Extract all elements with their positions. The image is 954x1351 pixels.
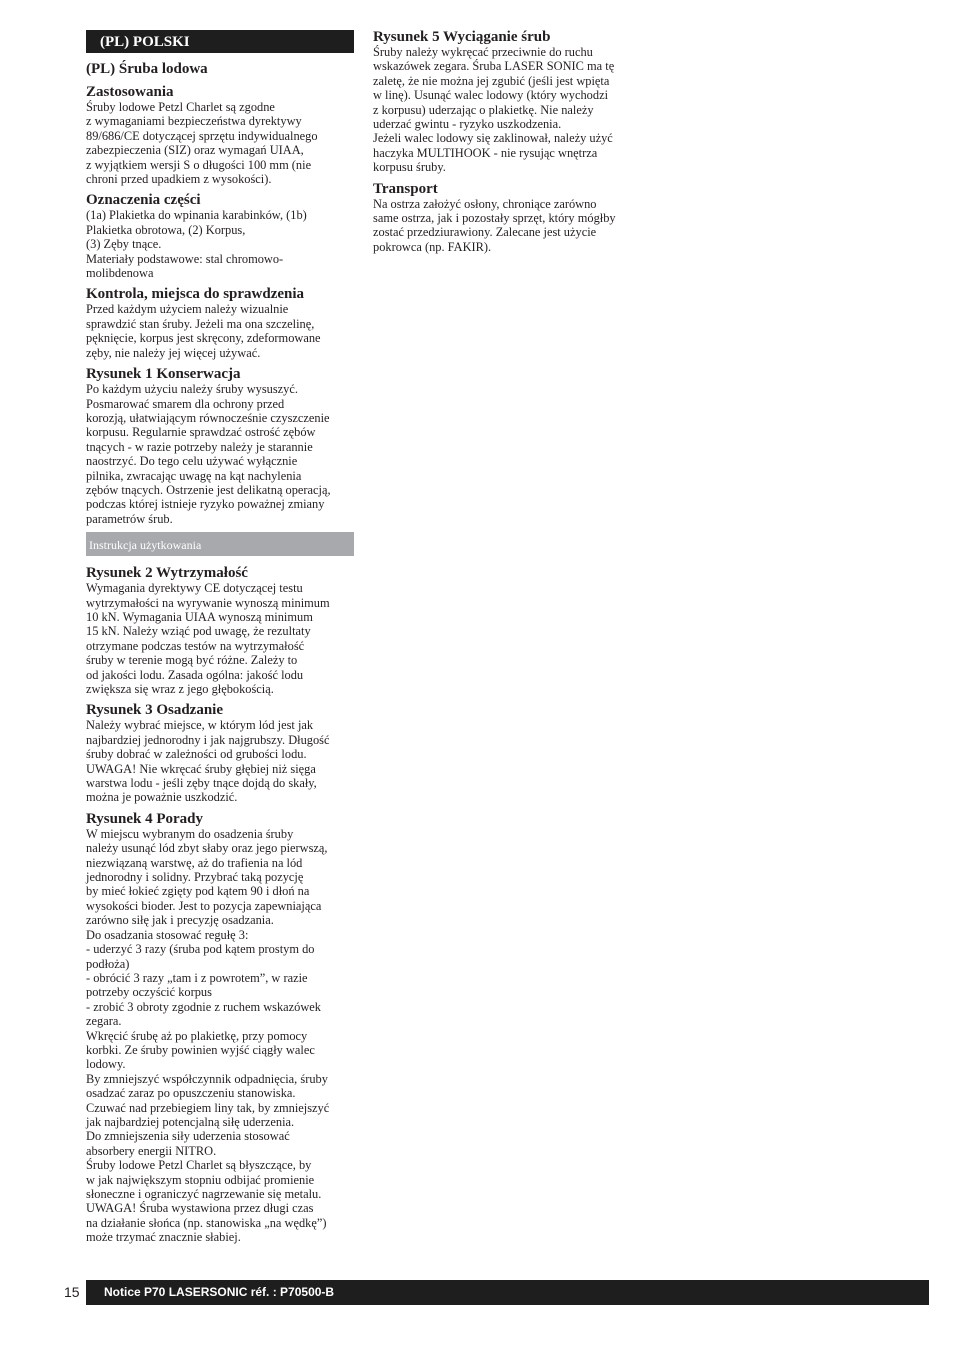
instructions-bar: Instrukcja użytkowania [86, 532, 354, 556]
section-body: Na ostrza założyć osłony, chroniące zarówno same ostrza, jak i pozostały sprzęt, który mógłby zostać przedziurawiony. Zalecane jest użycie pokrowca (np. FAKIR). [373, 196, 616, 254]
section-title: Rysunek 5 Wyciąganie śrub [373, 29, 551, 45]
section-removal [373, 29, 643, 175]
section-body: (1a) Plakietka do wpinania karabinków, (1b) Plakietka obrotowa, (2) Korpus, (3) Zęby tnące. Materiały podstawowe: stal chromowo- molibdenowa [86, 208, 307, 281]
section-title: Rysunek 1 Konserwacja [86, 366, 241, 383]
section-body: Wymagania dyrektywy CE dotyczącej testu wytrzymałości na wyrywanie wynoszą minimum 10 kN. Wymagania UIAA wynoszą minimum 15 kN. Należy wziąć pod uwagę, że rezultaty otrzymane podczas testów na wytrzymałość śruby w terenie mogą być różne. Zależy to od jakości lodu. Zasada ogólna: jakość lodu zwiększa się wraz z jego głębokością. [86, 581, 330, 696]
section-title: Zastosowania [86, 84, 174, 100]
section-title: Rysunek 2 Wytrzymałość [86, 565, 248, 582]
section-maintenance [86, 366, 354, 526]
section-body: Przed każdym użyciem należy wizualnie sprawdzić stan śruby. Jeżeli ma ona szczelinę, pęknięcie, korpus jest skręcony, zdeformowane zęby, nie należy jej więcej używać. [86, 302, 321, 360]
section-inspection [86, 286, 354, 360]
left-column [86, 30, 354, 1251]
section-body: W miejscu wybranym do osadzenia śruby należy usunąć lód zbyt słaby oraz jego pierwszą, niezwiązaną warstwę, aż do trafienia na lód jednorodny i solidny. Przybrać taką pozycję by mieć łokieć zgięty pod kątem 90 i dłoń na wysokości bioder. Jest to pozycja zapewniająca zarówno siłę jak i precyzję osadzania. Do osadzania stosować regułę 3: - uderzyć 3 razy (śruba pod kątem prostym do podłoża) - obrócić 3 razy „tam i z powrotem”, w razie potrzeby oczyścić korpus - zrobić 3 obroty zgodnie z ruchem wskazówek zegara. Wkręcić śrubę aż po plakietkę, przy pomocy korbki. Ze śruby powinien wyjść ciągły walec lodowy. By zmniejszyć współczynnik odpadnięcia, śruby osadzać zaraz po opuszczeniu stanowiska. Czuwać nad przebiegiem liny tak, by zmniejszyć jak najbardziej potencjalną siłę uderzenia. Do zmniejszenia siły uderzenia stosować absorbery energii NITRO. Śruby lodowe Petzl Charlet są błyszczące, by w jak największym stopniu odbijać promienie słoneczne i ograniczyć nagrzewanie się metalu. UWAGA! Śruba wystawiona przez długi czas na działanie słońca (np. stanowiska „na wędkę”) może trzymać znacznie słabiej. [86, 826, 330, 1245]
section-title: Transport [373, 180, 438, 197]
section-title: Rysunek 3 Osadzanie [86, 702, 223, 719]
section-placement [86, 702, 354, 804]
section-title: Rysunek 4 Porady [86, 810, 203, 827]
document-title: (PL) Śruba lodowa [86, 61, 208, 77]
section-body: Należy wybrać miejsce, w którym lód jest jak najbardziej jednorodny i jak najgrubszy. Długość śruby dobrać w zależności od grubości lodu. UWAGA! Nie wkręcać śruby głębiej niż sięga warstwa lodu - jeśli zęby tnące dojdą do skały, można je poważnie uszkodzić. [86, 718, 330, 805]
section-title: Kontrola, miejsca do sprawdzenia [86, 286, 305, 303]
section-parts [86, 192, 354, 280]
section-body: Śruby należy wykręcać przeciwnie do ruchu wskazówek zegara. Śruba LASER SONIC ma tę zaletę, że nie można jej zgubić (jeśli jest wpięta w linę). Usunąć walec lodowy (który wychodzi z korpusu) uderzając o plakietkę. Nie należy uderzać gwintu - ryzyko uszkodzenia. Jeżeli walec lodowy się zaklinował, należy użyć haczyka MULTIHOOK - nie rysując wnętrza korpusu śruby. [373, 45, 615, 175]
footer-notice-bar: Notice P70 LASERSONIC réf. : P70500-B [86, 1280, 929, 1305]
section-strength [86, 565, 354, 696]
section-body: Śruby lodowe Petzl Charlet są zgodne z wymaganiami bezpieczeństwa dyrektywy 89/686/CE dotyczącej sprzętu indywidualnego zabezpieczenia (SIZ) oraz wymagań UIAA, z wyjątkiem wersji S o długości 100 mm (nie chroni przed upadkiem z wysokości). [86, 100, 318, 187]
page-number: 15 [64, 1284, 80, 1300]
section-applications [86, 84, 354, 186]
section-transport [373, 181, 643, 255]
language-header-bar: (PL) POLSKI [86, 30, 354, 53]
section-title: Oznaczenia części [86, 192, 201, 209]
right-column [373, 29, 643, 260]
section-body: Po każdym użyciu należy śruby wysuszyć. Posmarować smarem dla ochrony przed korozją, ułatwiającym równocześnie czyszczenie korpusu. Regularnie sprawdzać ostrość zębów tnących - w razie potrzeby należy je starannie naostrzyć. Do tego celu używać wyłącznie pilnika, zwracając uwagę na kąt nachylenia zębów tnących. Ostrzenie jest delikatną operacją, podczas której istnieje ryzyko poważnej zmiany parametrów śrub. [86, 382, 331, 526]
section-tips [86, 811, 354, 1245]
